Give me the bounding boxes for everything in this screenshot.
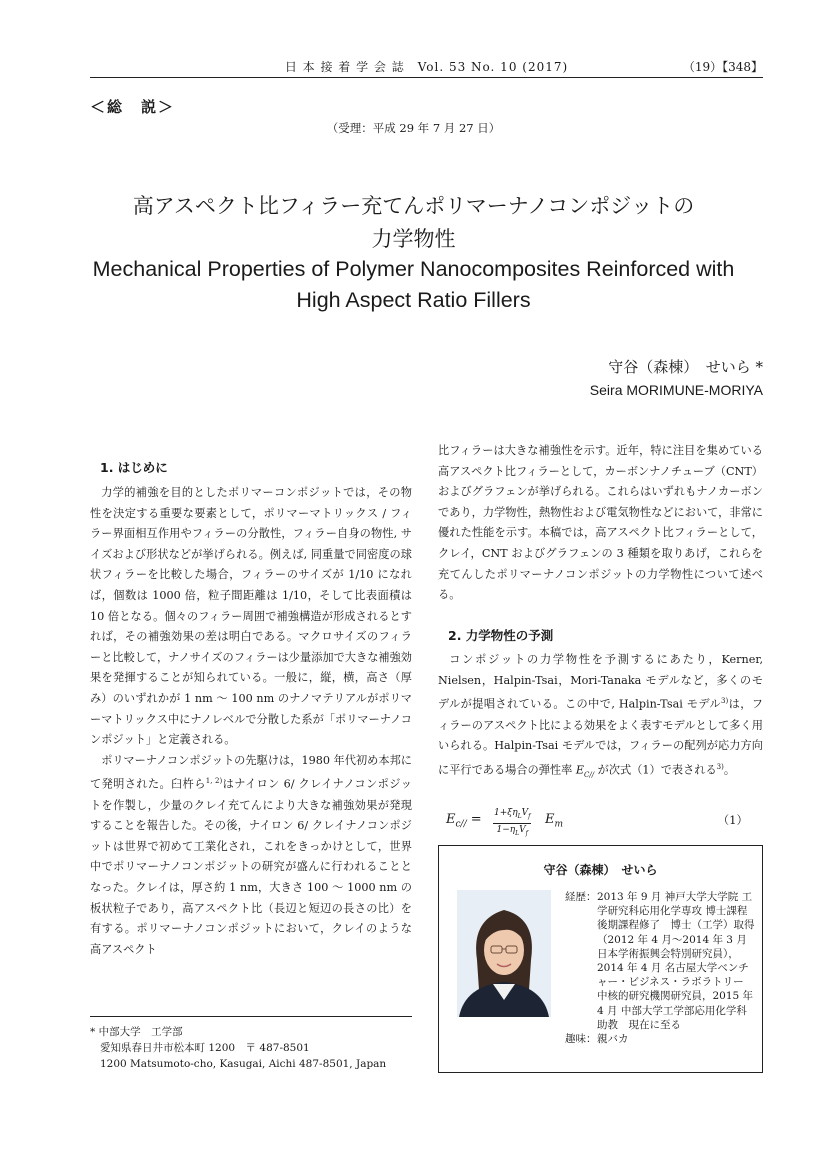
intro-paragraph-2: ポリマーナノコンポジットの先駆けは，1980 年代初め本邦にて発明された。臼杵ら$^{1, 2)}$はナイロン 6/ クレイナノコンポジットを作製し，少量のクレイ充てんにより大きな補強効果が発現することを報告した。その後，ナイロン 6/ クレイナノコンポジットは世界で初めて工業化され，これをきっかけとして，世界中でポリマーナノコンポジットの研究が盛んに行われることとなった。クレイは，厚さ約 1 nm，大きさ 100 ～ 1000 nm の板状粒子であり，高アスペクト比（長辺と短辺の長さの比）を有する。ポリマーナノコンポジットにおいて，クレイのような高アスペクト xyxy=(90,753,412,956)
footnote-rule xyxy=(90,1016,412,1017)
equation-rhs: $E_m$ xyxy=(545,812,564,830)
section-2-paragraph: コンポジットの力学物性を予測するにあたり，Kerner, Nielsen，Halpin-Tsai，Mori-Tanaka モデルなど，多くのモデルが提唱されている。この中で, Halpin-Tsai モデル$^{3)}$は，フィラーのアスペクト比による効果をよく表すモデルとして多く用いられる。Halpin-Tsai モデルでは，フィラーの配列が応力方向に平行である場合の弾性率 $E_{C//}$ が次式（1）で表される$^{3)}$。 xyxy=(438,653,763,779)
author-bio-box xyxy=(438,845,763,1073)
bio-text xyxy=(565,890,755,1046)
journal-info: 日 本 接 着 学 会 誌 Vol. 53 No. 10 (2017) xyxy=(284,60,569,74)
title-english xyxy=(60,254,767,316)
equation-fraction xyxy=(493,807,531,840)
bio-hobby: 趣味： 親バカ xyxy=(565,1033,629,1046)
footnote-address-en: 1200 Matsumoto-cho, Kasugai, Aichi 487-8501, Japan xyxy=(100,1058,387,1070)
page-number: （19）【348】 xyxy=(682,60,763,74)
equation-numerator: $1+\xi\eta_LV_f$ xyxy=(493,807,531,824)
intro-paragraph-2-continued: 比フィラーは大きな補強性を示す。近年，特に注目を集めている高アスペクト比フィラーとして，カーボンナノチューブ（CNT）およびグラフェンが挙げられる。これらはいずれもナノカーボンであり，力学物性，熱物性および電気物性などにおいて，非常に優れた性能を示す。本稿では，高アスペクト比フィラーとして，クレイ，CNT およびグラフェンの 3 種類を取りあげ，これらを充てんしたポリマーナノコンポジットの力学物性について述べる。 xyxy=(438,444,763,602)
author-portrait-illustration xyxy=(457,890,551,1017)
title-en-line-1: Mechanical Properties of Polymer Nanocomposites Reinforced with xyxy=(92,257,735,281)
footnote xyxy=(90,1024,420,1072)
article-type: ＜総 説＞ xyxy=(90,98,176,116)
author-photo xyxy=(457,890,551,1017)
author-english: Seira MORIMUNE-MORIYA xyxy=(589,382,763,398)
right-column-top xyxy=(438,441,763,606)
title-en-line-2: High Aspect Ratio Fillers xyxy=(296,288,531,312)
running-header xyxy=(90,56,763,78)
title-japanese xyxy=(60,190,767,256)
bio-author-name: 守谷（森棟） せいら xyxy=(543,863,658,877)
right-column-section-2 xyxy=(438,650,763,785)
equation-denominator: $1-\eta_LV_f$ xyxy=(496,824,528,837)
equation-number: （1） xyxy=(717,813,748,827)
footnote-address-ja: 愛知県春日井市松本町 1200 〒 487-8501 xyxy=(100,1042,310,1054)
citation-3: 3) xyxy=(721,697,729,706)
title-ja-line-2: 力学物性 xyxy=(371,227,456,251)
left-column xyxy=(90,483,412,960)
citation-1-2: 1, 2) xyxy=(205,777,223,786)
equation-1 xyxy=(446,808,762,837)
section-2-heading: 2. 力学物性の予測 xyxy=(448,628,554,643)
intro-paragraph-1: 力学的補強を目的としたポリマーコンポジットでは，その物性を決定する重要な要素として，ポリマーマトリックス / フィラー界面相互作用やフィラーの分散性，フィラー自身の物性, サイズおよび形状などが挙げられる。例えば, 同重量で同密度の球状フィラーを比較した場合，フィラーのサイズが 1/10 になれば，個数は 1000 倍，粒子間距離は 1/10，そして比表面積は 10 倍となる。個々のフィラー周囲で補強構造が形成されるとすれば，その補強効果の差は明白である。マクロサイズのフィラーと比較して，ナノサイズのフィラーは少量添加で大きな補強効果を発揮することが知られている。一般に，縦，横，高さ（厚み）のいずれかが 1 nm ～ 100 nm のナノマテリアルがポリマーマトリックス中にナノレベルで分散した系が「ポリマーナノコンポジット」と定義される。 xyxy=(90,486,412,747)
equation-lhs: $E_{c//}$ = xyxy=(446,812,482,830)
header-rule xyxy=(90,77,763,78)
footnote-affiliation: * 中部大学 工学部 xyxy=(90,1026,183,1038)
received-date: （受理：平成 29 年 7 月 27 日） xyxy=(326,121,501,135)
citation-3b: 3) xyxy=(716,762,724,771)
section-1-heading: 1. はじめに xyxy=(100,460,168,475)
bio-career: 経歴： 2013 年 9 月 神戸大学大学院 工学研究科応用化学専攻 博士課程後期課程修了 博士（工学）取得（2012 年 4 月～2014 年 3 月 日本学術振興会特別研究員），2014 年 4 月 名古屋大学ベンチャー・ビジネス・ラボラトリー 中核的研究機関研究員，2015 年 4 月 中部大学工学部応用化学科 助教 現在に至る xyxy=(565,891,755,1031)
title-ja-line-1: 高アスペクト比フィラー充てんポリマーナノコンポジットの xyxy=(132,194,695,218)
author-japanese: 守谷（森棟） せいら * xyxy=(608,358,763,376)
